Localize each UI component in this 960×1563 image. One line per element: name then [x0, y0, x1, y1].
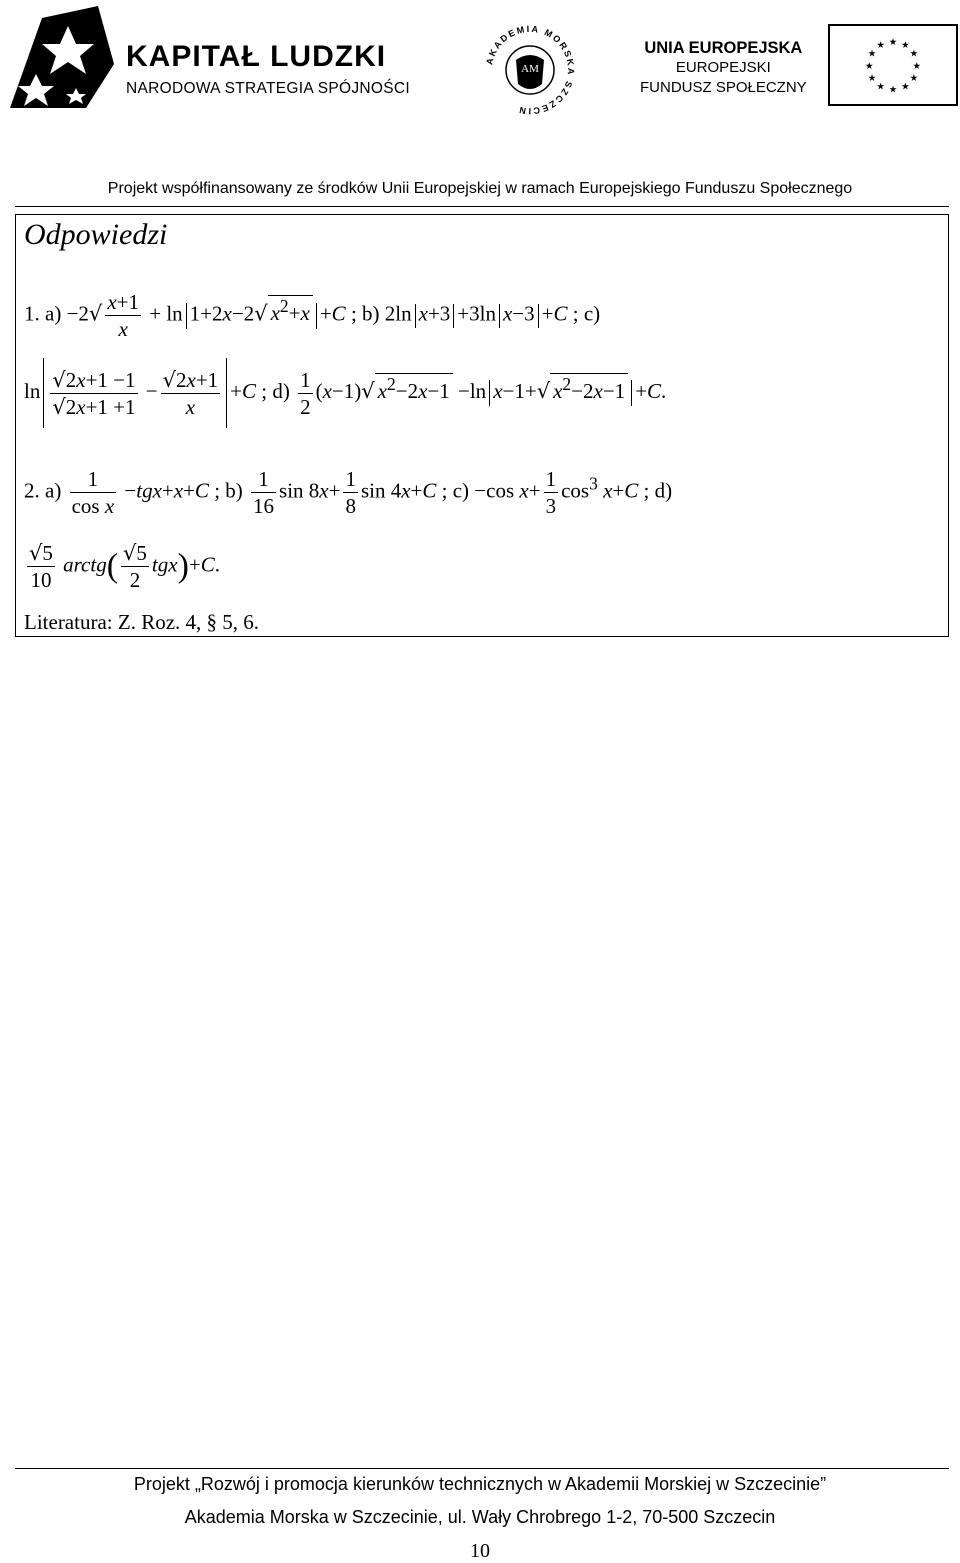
ue-line-2: EUROPEJSKI: [675, 59, 771, 76]
kapital-ludzki-logo: [6, 4, 446, 112]
page-number: 10: [470, 1540, 490, 1562]
ue-line-3: FUNDUSZ SPOŁECZNY: [640, 79, 807, 96]
svg-text:★: ★: [888, 37, 898, 49]
answer-1-label: 1. a): [24, 301, 62, 326]
kapital-ludzki-title: KAPITAŁ LUDZKI: [126, 40, 387, 73]
svg-text:★: ★: [912, 60, 922, 72]
answer-2-row-d: $\frac{√5}{10}$ arctg( $\frac{√5}{2}$ tgx)+C.: [29, 541, 221, 592]
svg-text:★: ★: [876, 81, 885, 93]
answer-1-row-c-d: ln $\frac{√2x+1 -1}{√2x+1 +1}$ − $\frac{√2x+1}{x}$ +C ; d) $\frac{1}{2}$ (x−1)√ $x^2-2x-1 -\ln$ x−1+√ $x^2-2x-1 +C$.: [24, 358, 666, 428]
header-divider: [15, 206, 949, 207]
svg-text:★: ★: [901, 81, 910, 93]
svg-text:★: ★: [909, 48, 919, 60]
ue-efs-text: [640, 38, 807, 98]
seal-ring-text: AKADEMIA MORSKA SZCZECIN: [484, 23, 577, 117]
literature-reference: Literatura: Z. Roz. 4, § 5, 6.: [24, 610, 260, 634]
cofinancing-line: Projekt współfinansowany ze środków Unii Europejskiej w ramach Europejskiego Funduszu Społecznego: [107, 180, 853, 197]
ue-line-1: UNIA EUROPEJSKA: [644, 39, 803, 57]
kapital-ludzki-subtitle: NARODOWA STRATEGIA SPÓJNOŚCI: [126, 80, 410, 97]
svg-text:★: ★: [867, 48, 877, 60]
footer-project: Projekt „Rozwój i promocja kierunków technicznych w Akademii Morskiej w Szczecinie”: [133, 1474, 827, 1494]
answer-1-row-a: 1. a) −2√ $\frac{x+1}{x}$ + ln 1+2x−2√ $x^2+x +C$ ; b) 2ln x+3 +3ln x−3 +C ; c): [24, 290, 601, 341]
svg-text:★: ★: [867, 73, 877, 85]
akademia-morska-seal-icon: [480, 20, 580, 120]
kapital-ludzki-star-mark-icon: [6, 4, 116, 112]
answers-title: Odpowiedzi: [24, 218, 168, 251]
svg-text:★: ★: [876, 39, 885, 51]
footer-divider: [15, 1468, 949, 1469]
answer-2-row-a-c: 2. a) $\frac{1}{\text{cos x}}$ −tgx+x+C ; b) $\frac{1}{16}$ sin 8x+ $\frac{1}{8}$ sin 4x+C ; c) −cos x+ $\frac{1}{3}$ $\cos^3 x+C$ ; d): [24, 467, 673, 518]
svg-text:★: ★: [888, 84, 898, 96]
svg-text:★: ★: [909, 73, 919, 85]
eu-flag-icon: [828, 24, 958, 106]
svg-text:★: ★: [864, 60, 874, 72]
seal-am-mark: AM: [521, 63, 539, 75]
footer-address: Akademia Morska w Szczecinie, ul. Wały Chrobrego 1-2, 70-500 Szczecin: [184, 1507, 776, 1527]
answer-2-label: 2. a): [24, 478, 62, 503]
svg-text:★: ★: [901, 39, 910, 51]
